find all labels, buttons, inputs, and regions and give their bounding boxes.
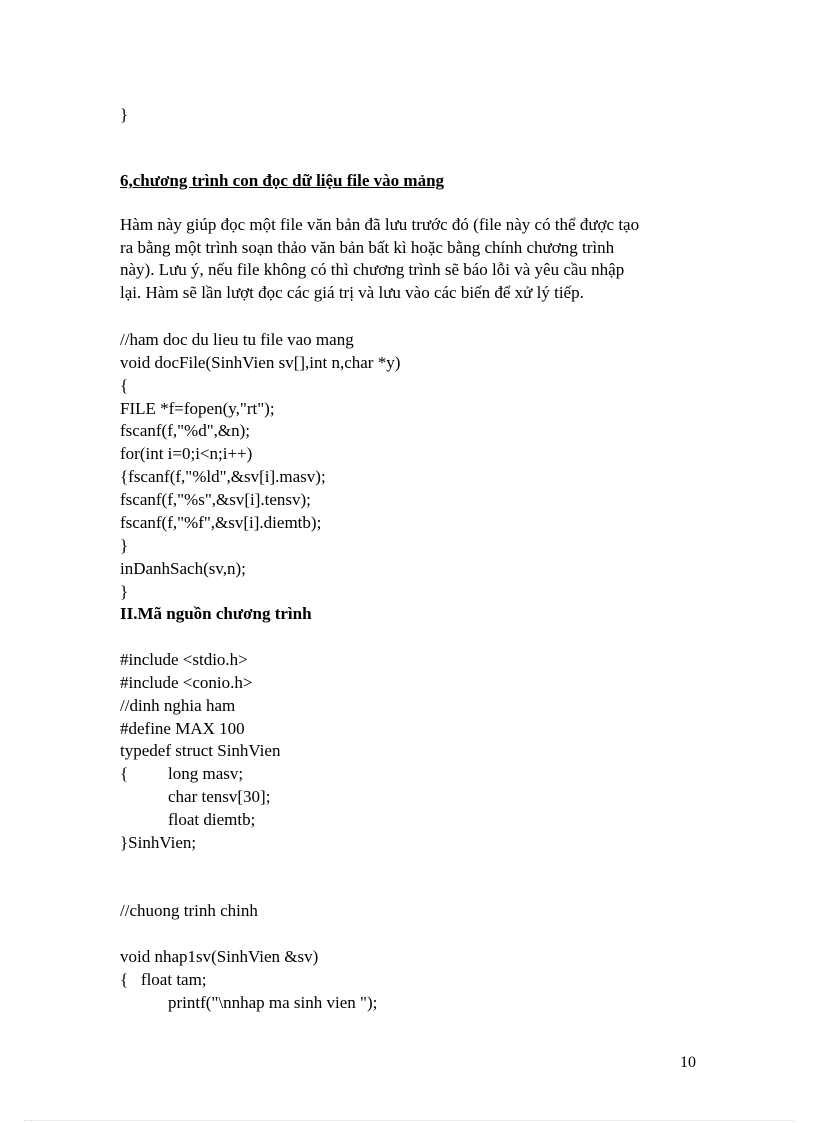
code-line: {fscanf(f,"%ld",&sv[i].masv); <box>120 467 326 486</box>
section-6-paragraph <box>120 214 700 304</box>
code-line: //chuong trinh chinh <box>120 901 258 920</box>
code-line: long masv; <box>168 764 244 783</box>
code-line: #define MAX 100 <box>120 719 245 738</box>
code-line: char tensv[30]; <box>168 787 271 806</box>
code-line: { <box>120 764 129 783</box>
page-bottom-rule <box>24 1120 794 1121</box>
code-line: void nhap1sv(SinhVien &sv) <box>120 947 319 966</box>
closing-brace: } <box>120 105 129 124</box>
code-line: typedef struct SinhVien <box>120 741 281 760</box>
section-6-heading: 6,chương trình con đọc dữ liệu file vào mảng <box>120 171 445 190</box>
code-line: #include <stdio.h> <box>120 650 248 669</box>
code-line: } <box>120 536 129 555</box>
code-line: printf("\nnhap ma sinh vien "); <box>168 993 378 1012</box>
paragraph-line: lại. Hàm sẽ lần lượt đọc các giá trị và lưu vào các biến để xử lý tiếp. <box>120 282 584 302</box>
paragraph-line: Hàm này giúp đọc một file văn bản đã lưu trước đó (file này có thể được tạo <box>120 215 640 234</box>
paragraph-line: ra bằng một trình soạn thảo văn bản bất kì hoặc bằng chính chương trình <box>120 237 615 257</box>
code-line: void docFile(SinhVien sv[],int n,char *y) <box>120 353 401 372</box>
code-line: } <box>120 582 129 601</box>
code-line: { <box>120 376 129 395</box>
code-line: }SinhVien; <box>120 833 197 852</box>
code-line: //dinh nghia ham <box>120 696 236 715</box>
section-2-heading: II.Mã nguồn chương trình <box>120 604 312 623</box>
code-line: float diemtb; <box>168 810 256 829</box>
code-line: #include <conio.h> <box>120 673 253 692</box>
paragraph-line: này). Lưu ý, nếu file không có thì chương trình sẽ báo lỗi và yêu cầu nhập <box>120 260 625 279</box>
code-line: fscanf(f,"%d",&n); <box>120 421 250 440</box>
code-line: fscanf(f,"%s",&sv[i].tensv); <box>120 490 311 509</box>
code-line: fscanf(f,"%f",&sv[i].diemtb); <box>120 513 322 532</box>
code-line: for(int i=0;i<n;i++) <box>120 444 253 463</box>
page-number: 10 <box>680 1054 696 1071</box>
code-line: inDanhSach(sv,n); <box>120 559 246 578</box>
code-line: //ham doc du lieu tu file vao mang <box>120 330 354 349</box>
code-line: { float tam; <box>120 970 207 989</box>
code-line: FILE *f=fopen(y,"rt"); <box>120 399 275 418</box>
